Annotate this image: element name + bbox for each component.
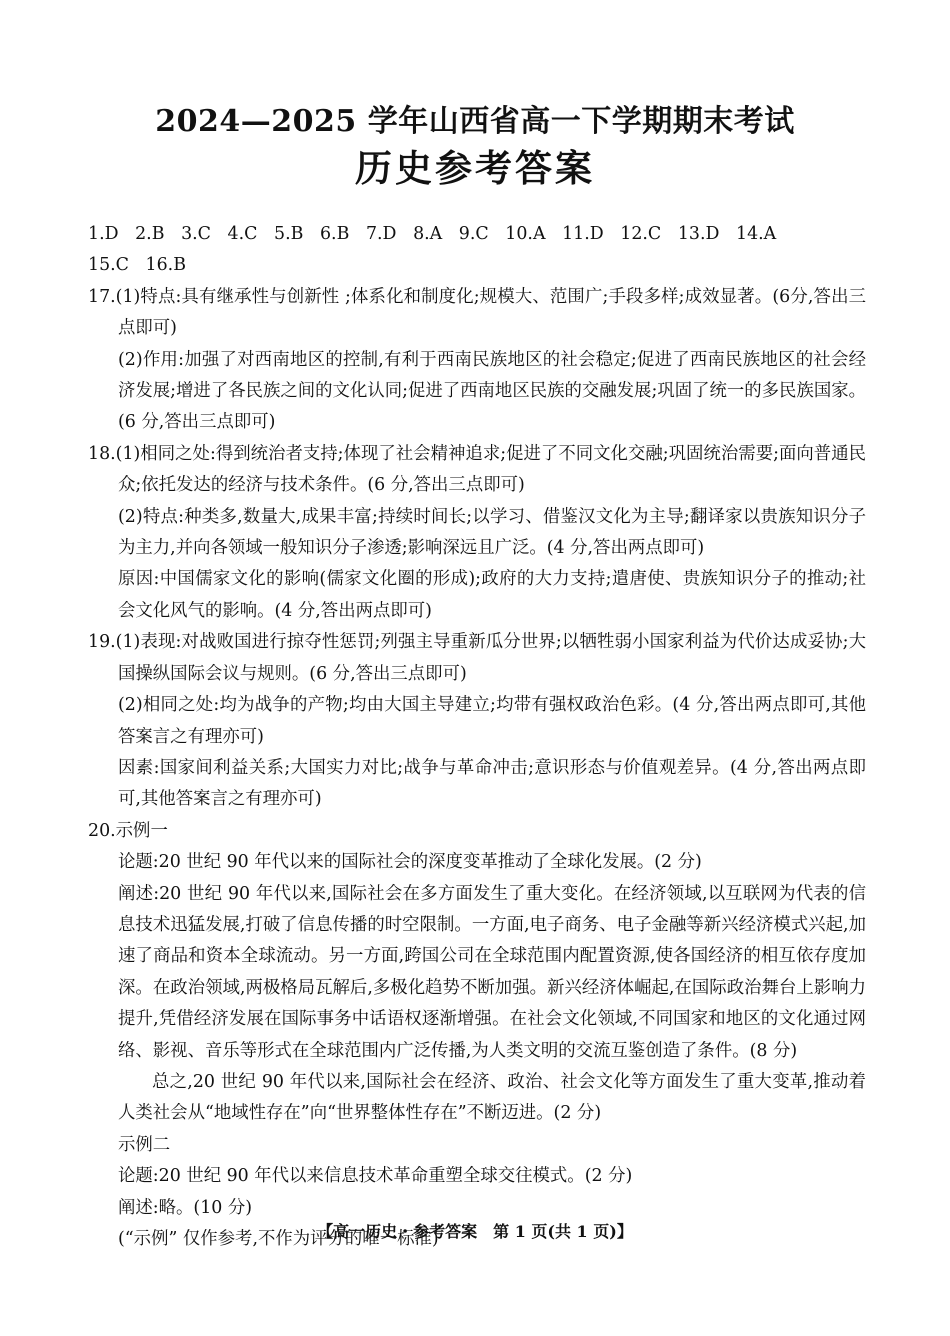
q20-argument-2: 阐述:略。(10 分) <box>118 1197 253 1218</box>
page-footer: 【高一历史・参考答案 第 1 页(共 1 页)】 <box>317 1222 633 1241</box>
q20-thesis-1: 论题:20 世纪 90 年代以来的国际社会的深度变革推动了全球化发展。(2 分) <box>118 852 702 873</box>
q17-part1: 17.(1)特点:具有继承性与创新性 ;体系化和制度化;规模大、范围广;手段多样;成效显著。(6分,答出三点即可) <box>88 286 866 339</box>
q20-heading: 20.示例一 <box>88 820 168 841</box>
q20-argument-1: 阐述:20 世纪 90 年代以来,国际社会在多方面发生了重大变化。在经济领域,以互联网为代表的信息技术迅猛发展,打破了信息传播的时空限制。一方面,电子商务、电子金融等新兴经济模式兴起,加速了商品和资本全球流动。另一方面,跨国公司在全球范围内配置资源,使各国经济的相互依存度加深。在政治领域,两极格局瓦解后,多极化趋势不断加强。新兴经济体崛起,在国际政治舞台上影响力提升,凭借经济发展在国际事务中话语权逐渐增强。在社会文化领域,不同国家和地区的文化通过网络、影视、音乐等形式在全球范围内广泛传播,为人类文明的交流互鉴创造了条件。(8 分) <box>118 883 866 1061</box>
exam-title: 2024—2025 学年山西省高一下学期期末考试 <box>155 104 795 139</box>
q18-reasons: 原因:中国儒家文化的影响(儒家文化圈的形成);政府的大力支持;遣唐使、贵族知识分子的推动;社会文化风气的影响。(4 分,答出两点即可) <box>118 569 866 621</box>
choice-answers-line-2: 15.C 16.B <box>88 255 186 276</box>
q20-example-2-heading: 示例二 <box>118 1134 171 1155</box>
q20-note: (“示例” 仅作参考,不作为评分的唯一标准) <box>118 1229 439 1249</box>
q19-part2: (2)相同之处:均为战争的产物;均由大国主导建立;均带有强权政治色彩。(4 分,答出两点即可,其他答案言之有理亦可) <box>118 695 866 747</box>
q19-part1: 19.(1)表现:对战败国进行掠夺性惩罚;列强主导重新瓜分世界;以牺牲弱小国家利益为代价达成妥协;大国操纵国际会议与规则。(6 分,答出三点即可) <box>88 632 866 684</box>
q18-part2: (2)特点:种类多,数量大,成果丰富;持续时间长;以学习、借鉴汉文化为主导;翻译家以贵族知识分子为主力,并向各领域一般知识分子渗透;影响深远且广泛。(4 分,答出两点即可) <box>118 506 866 559</box>
q17-part2: (2)作用:加强了对西南地区的控制,有利于西南民族地区的社会稳定;促进了西南民族地区的社会经济发展;增进了各民族之间的文化认同;促进了西南地区民族的交融发展;巩固了统一的多民族国家。(6 分,答出三点即可) <box>118 349 866 433</box>
choice-answers-line-1: 1.D 2.B 3.C 4.C 5.B 6.B 7.D 8.A 9.C 10.A 11.D 12.C 13.D 14.A <box>88 224 777 244</box>
q18-part1: 18.(1)相同之处:得到统治者支持;体现了社会精神追求;促进了不同文化交融;巩固统治需要;面向普通民众;依托发达的经济与技术条件。(6 分,答出三点即可) <box>88 443 866 496</box>
answer-body <box>88 219 866 1255</box>
answer-key-title: 历史参考答案 <box>355 146 595 190</box>
q19-factors: 因素:国家间利益关系;大国实力对比;战争与革命冲击;意识形态与价值观差异。(4 分,答出两点即可,其他答案言之有理亦可) <box>118 757 866 810</box>
q20-conclusion-1: 总之,20 世纪 90 年代以来,国际社会在经济、政治、社会文化等方面发生了重大变革,推动着人类社会从“地域性存在”向“世界整体性存在”不断迈进。(2 分) <box>118 1071 866 1124</box>
q20-thesis-2: 论题:20 世纪 90 年代以来信息技术革命重塑全球交往模式。(2 分) <box>118 1166 633 1187</box>
